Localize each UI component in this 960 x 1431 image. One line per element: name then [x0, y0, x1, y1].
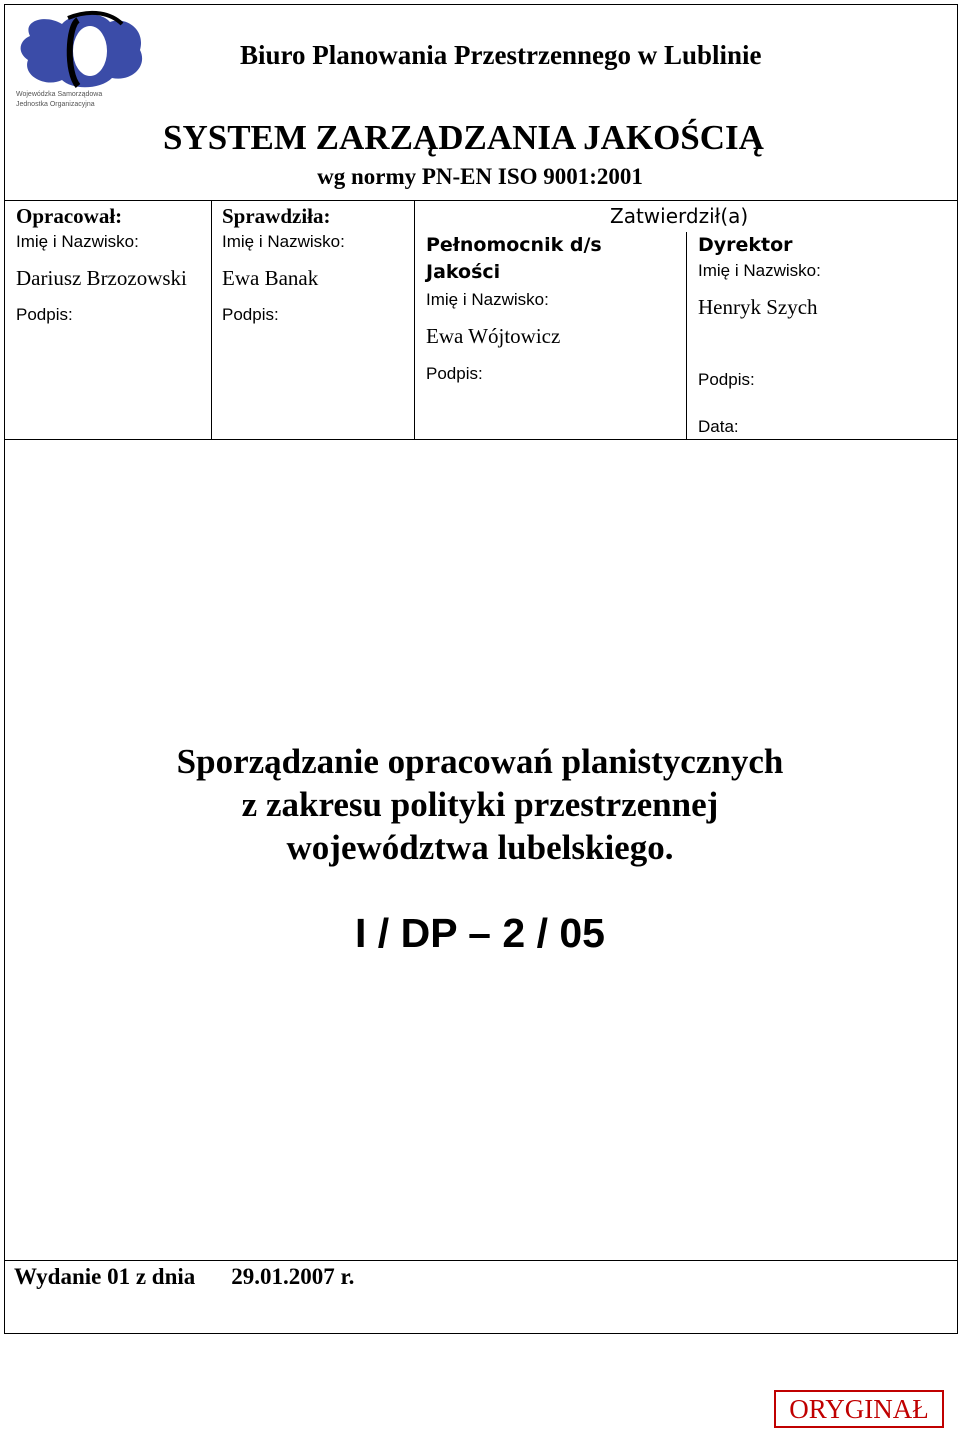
representative-heading-line1: Pełnomocnik d/s [426, 234, 602, 256]
checked-signature-label: Podpis: [222, 305, 279, 324]
logo-text-line1: Wojewódzka Samorządowa [16, 91, 103, 98]
document-title-line2: z zakresu polityki przestrzennej [241, 785, 719, 824]
footer-divider [4, 1260, 958, 1261]
column-divider-3 [686, 232, 687, 439]
representative-name: Ewa Wójtowicz [426, 324, 561, 348]
system-title: SYSTEM ZARZĄDZANIA JAKOŚCIĄ [163, 118, 764, 157]
document-title [0, 740, 960, 869]
document-frame [4, 4, 958, 1334]
column-divider-2 [414, 200, 415, 439]
director-signature-label: Podpis: [698, 370, 755, 389]
prepared-name: Dariusz Brzozowski [16, 266, 187, 290]
edition-label: Wydanie 01 z dnia [14, 1264, 196, 1289]
column-divider-1 [211, 200, 212, 439]
prepared-heading: Opracował: [16, 204, 123, 228]
representative-signature-label: Podpis: [426, 364, 483, 383]
edition-info [14, 1264, 354, 1290]
prepared-signature-label: Podpis: [16, 305, 73, 324]
checked-heading: Sprawdziła: [222, 204, 331, 228]
director-name: Henryk Szych [698, 295, 818, 319]
norm-subtitle: wg normy PN-EN ISO 9001:2001 [317, 164, 643, 189]
representative-heading-line2: Jakości [426, 261, 501, 283]
director-heading: Dyrektor [698, 234, 793, 256]
document-code: I / DP – 2 / 05 [355, 910, 605, 956]
organization-name: Biuro Planowania Przestrzennego w Lublinie [240, 40, 762, 70]
director-date-label: Data: [698, 417, 739, 436]
director-name-label: Imię i Nazwisko: [698, 261, 821, 280]
checked-name: Ewa Banak [222, 266, 319, 290]
checked-name-label: Imię i Nazwisko: [222, 232, 345, 251]
approved-heading: Zatwierdził(a) [610, 204, 749, 228]
original-stamp: ORYGINAŁ [774, 1390, 944, 1428]
edition-date: 29.01.2007 r. [231, 1264, 355, 1289]
approval-table-top-border [4, 200, 958, 201]
logo-text-line2: Jednostka Organizacyjna [16, 101, 95, 108]
document-title-line3: województwa lubelskiego. [286, 828, 674, 867]
approval-table-bottom-border [4, 439, 958, 440]
representative-name-label: Imię i Nazwisko: [426, 290, 549, 309]
prepared-name-label: Imię i Nazwisko: [16, 232, 139, 251]
document-title-line1: Sporządzanie opracowań planistycznych [176, 742, 784, 781]
organization-logo [12, 6, 152, 110]
